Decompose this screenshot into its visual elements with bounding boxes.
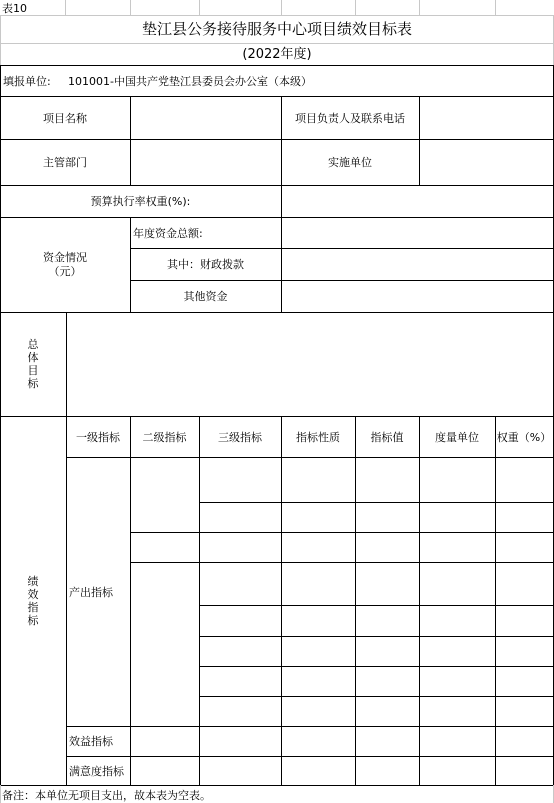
performance-indicators-label: 绩 效 指 标 <box>27 575 39 627</box>
project-name-label: 项目名称 <box>43 112 87 125</box>
overall-goal-label: 总 体 目 标 <box>27 338 39 390</box>
header-level1: 一级指标 <box>76 431 120 444</box>
page-title: 垫江县公务接待服务中心项目绩效目标表 <box>141 20 412 38</box>
satisfaction-indicator-label: 满意度指标 <box>69 765 124 778</box>
fiscal-year: (2022年度) <box>242 47 312 62</box>
header-nature: 指标性质 <box>296 431 340 444</box>
header-unit: 度量单位 <box>435 431 479 444</box>
fiscal-appropriation-label: 其中：财政拨款 <box>167 258 244 271</box>
header-weight: 权重（%） <box>496 431 552 444</box>
benefit-indicator-label: 效益指标 <box>69 735 113 748</box>
header-level3: 三级指标 <box>218 431 262 444</box>
table-number: 表10 <box>2 2 27 15</box>
budget-weight-label: 预算执行率权重(%): <box>90 195 191 208</box>
reporting-unit-label: 填报单位: <box>3 75 51 88</box>
funds-label: 资金情况 <box>43 251 87 264</box>
reporting-unit-value: 101001-中国共产党垫江县委员会办公室（本级） <box>68 75 312 88</box>
header-level2: 二级指标 <box>142 431 187 444</box>
footnote: 备注：本单位无项目支出，故本表为空表。 <box>2 789 211 802</box>
implementer-label: 实施单位 <box>328 156 372 169</box>
project-leader-label: 项目负责人及联系电话 <box>295 112 405 125</box>
supervisor-label: 主管部门 <box>43 156 87 169</box>
header-value: 指标值 <box>370 431 404 444</box>
output-indicator-label: 产出指标 <box>69 586 113 599</box>
annual-total-label: 年度资金总额: <box>133 227 203 240</box>
other-funds-label: 其他资金 <box>183 290 228 303</box>
funds-unit: （元） <box>48 265 82 278</box>
